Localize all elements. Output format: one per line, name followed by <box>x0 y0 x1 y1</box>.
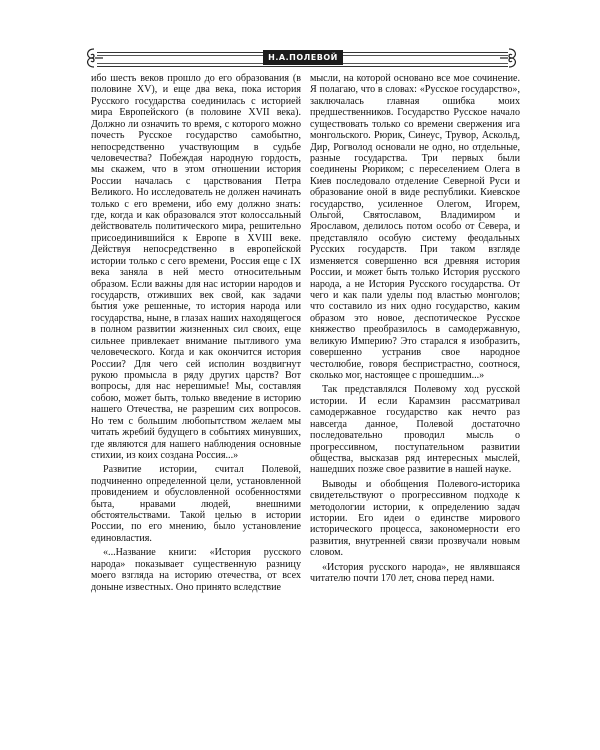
paragraph: Так представлялся Полевому ход русской истории. И если Карамзин рассматривал самодержавное государство как нечто раз навсегда данное, Полевой достаточно последовательно проводил мысль о прогрессивном, поступательном развитии общества, высказав ряд интересных мыслей, нашедших позже свое развитие в нашей науке. <box>310 384 520 476</box>
paragraph: Выводы и обобщения Полевого-историка свидетельствуют о прогрессивном подходе к методологии истории, к определению задач истории. Его идеи о единстве мирового исторического процесса, закономерности его развития, внутренней связи прозвучали новым словом. <box>310 478 520 559</box>
running-header-title: Н.А.ПОЛЕВОЙ <box>263 50 343 65</box>
text-column-right <box>310 73 520 585</box>
paragraph: мысли, на которой основано все мое сочинение. Я полагаю, что в словах: «Русское государство», заключалась главная ошибка моих предшественников. Государство Русское начало существовать только со времени свержения ига монгольского. Рюрик, Синеус, Трувор, Аскольд, Дир, Рогволод основали не одно, но отдельные, разные государства. Три первых были соединены Рюриком; с переселением Олега в Киев последовало отделение Северной Руси и образование оной в виде республики. Киевское государство, усиленное Олегом, Игорем, Ольгой, Святославом, Владимиром и Ярославом, делилось потом особо от Севера, и представляло особую систему феодальных Русских государств. При таком взгляде изменяется совершенно вся древняя история России, и может быть только История русского народа, а не История Русского государства. От чего и как пали уделы под властью монголов; что составило из них одно государство, каким образом это новое, деспотическое Русское княжество преобразилось в самодержавную, великую Империю? Это старался я изобразить, совершенно устранив свое народное честолюбие, говоря беспристрастно, соотнося, сколько мог, настоящее с прошедшим...» <box>310 73 520 381</box>
text-column-left <box>91 73 301 593</box>
paragraph: ибо шесть веков прошло до его образования (в половине XV), и еще два века, пока история Русского государства соединилась с историей мира Европейского (в половине XVII века). Должно ли означить то время, с которого можно почесть Русское государство самобытно, непосредственно участвующим в судьбе человечества? Побеждая народную гордость, мы скажем, что в этом отношении история России началась с царствования Петра Великого. Но исследователь не должен начинать только с его времени, ибо ему должно знать: где, когда и как образовался этот колоссальный действователь политического мира, решительно присоединившийся к Европе в XVIII веке. Действуя непосредственно в европейской истории только с сего времени, Россия еще с IX века заняла в ней место относительным образом. Если важны для нас истории народов и государств, отживших век свой, как задачи бытия уже решенные, то история народа или государства, ныне, в глазах наших находящегося в полном развитии жизненных сил своих, еще сильнее привлекает внимание пытливого ума человеческого. Когда и как окончится история России? Для чего сей исполин воздвигнут рукою промысла в ряду других царств? Вот вопросы, для нас нерешимые! Мы, составляя собою, может быть, только введение в историю нашего Отечества, не разрешим сих вопросов. Но тем с большим любопытством желаем мы читать жребий будущего в событиях минувших, где являются для нашего наблюдения основные стихии, из коих создана Россия...» <box>91 73 301 461</box>
paragraph: «История русского народа», не являвшаяся читателю почти 170 лет, снова перед нами. <box>310 561 520 585</box>
ornament-right-icon <box>499 47 519 69</box>
paragraph: «...Название книги: «История русского народа» показывает существенную разницу моего взгляда на историю отечества, от всех доныне известных. Оно принято вследствие <box>91 547 301 593</box>
paragraph: Развитие истории, считал Полевой, подчиненно определенной цели, установленной провидением и обусловленной особенностями быта, нравами людей, внешними обстоятельствами. Такой целью в истории России, по его мнению, было установление единовластия. <box>91 464 301 544</box>
ornament-left-icon <box>84 47 104 69</box>
